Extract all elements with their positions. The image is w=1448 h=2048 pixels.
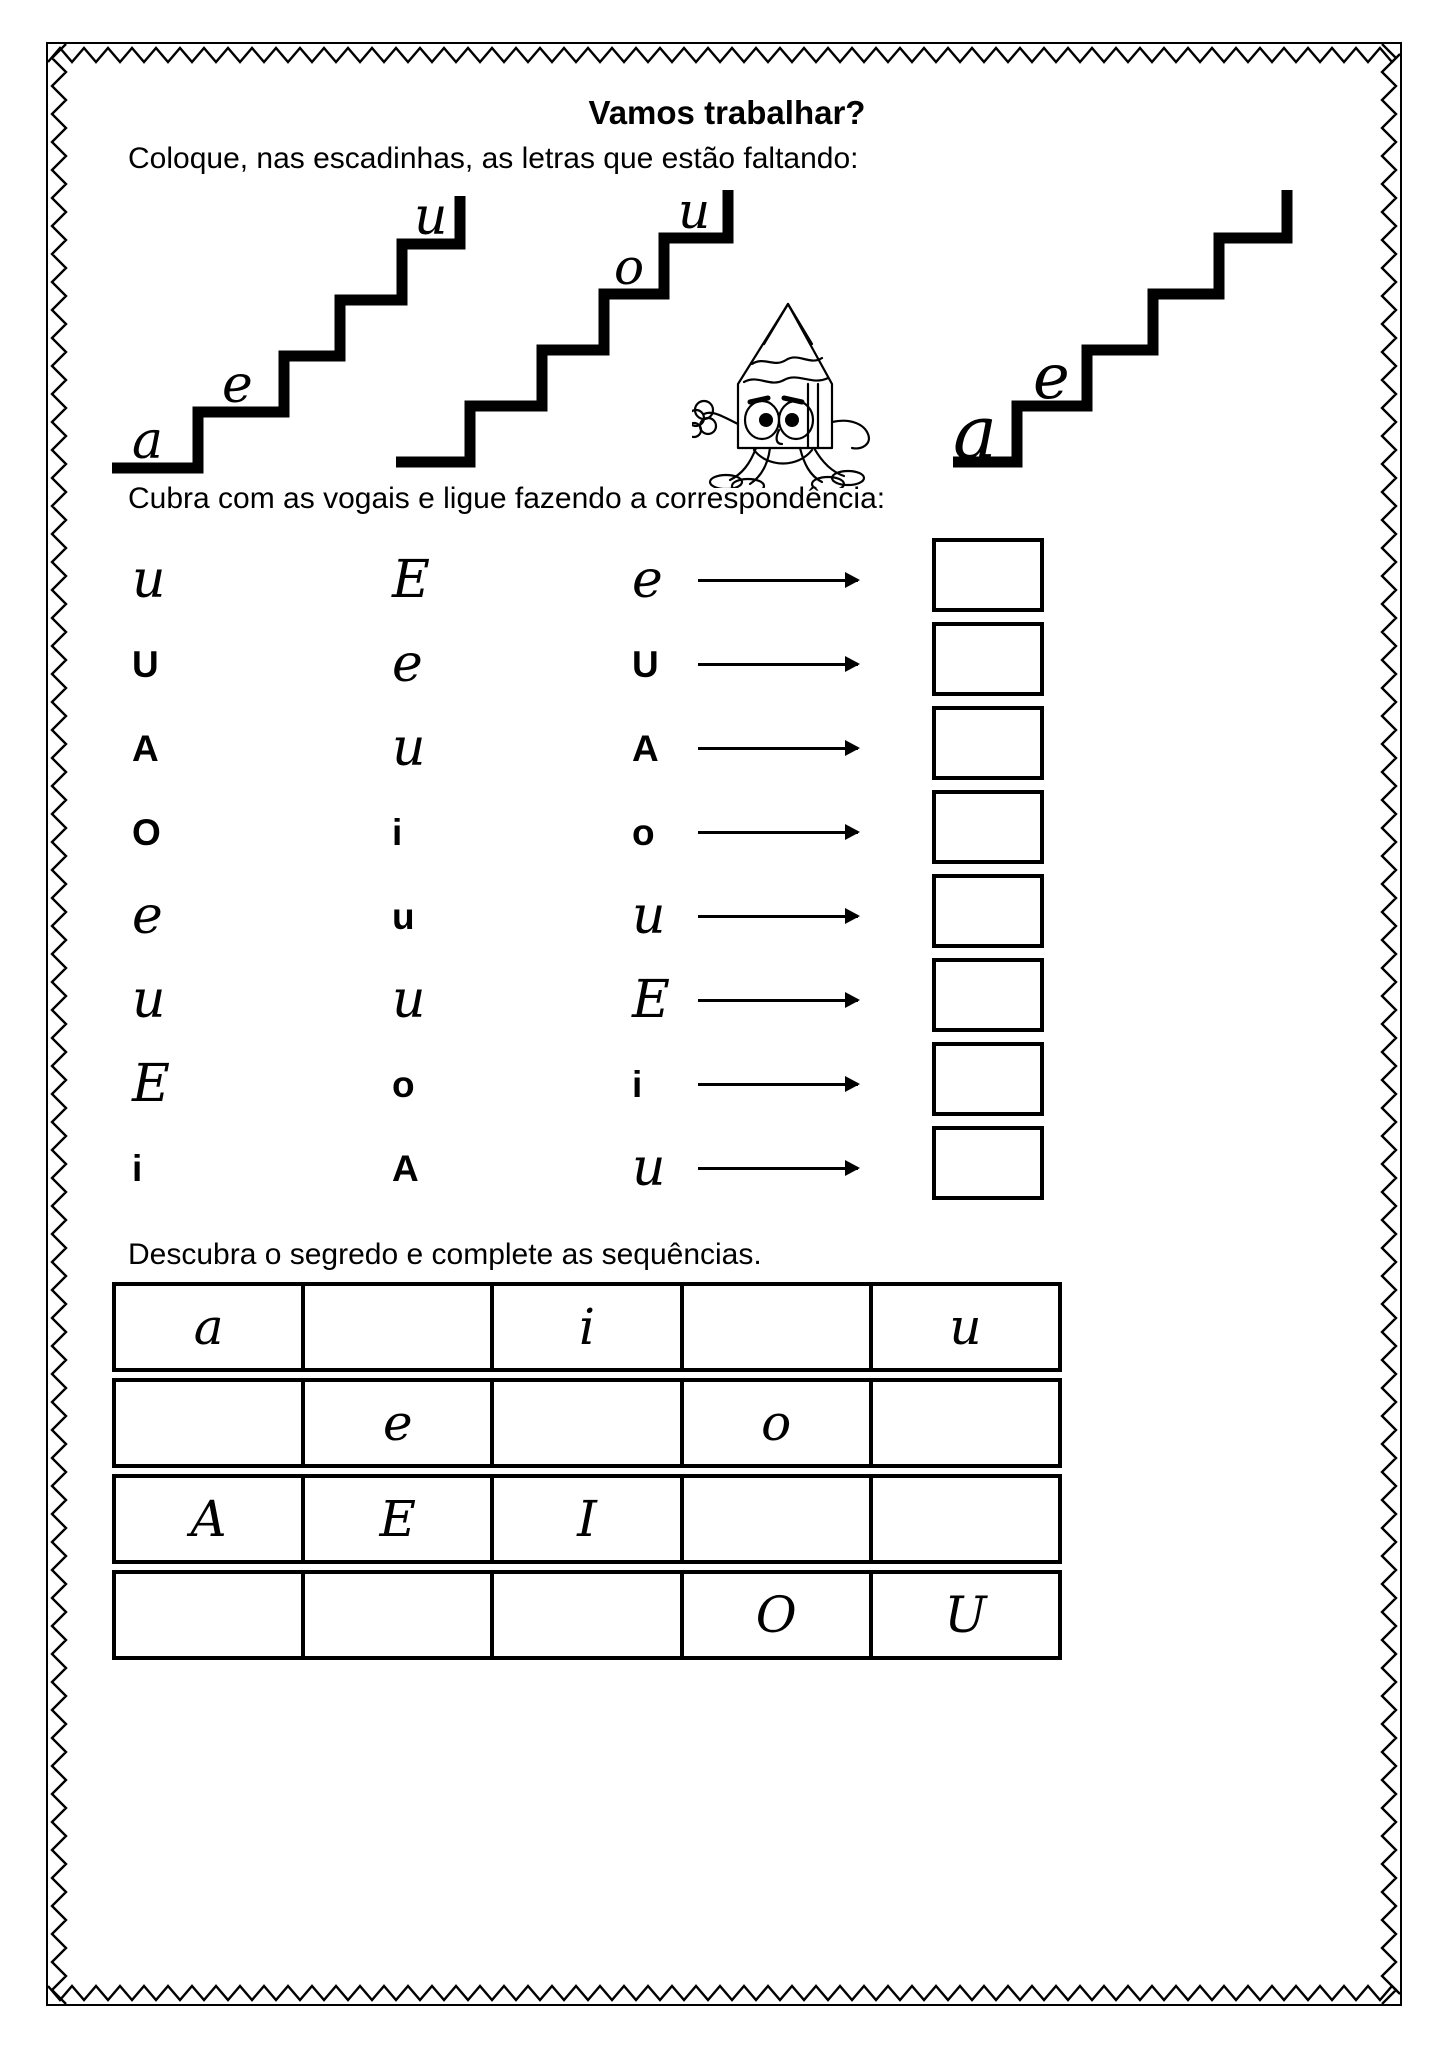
match-arrow-icon	[698, 1083, 858, 1086]
match-item	[392, 1126, 582, 1210]
match-arrow-icon	[698, 831, 858, 834]
sequence-row	[112, 1570, 1062, 1660]
answer-box[interactable]	[932, 1042, 1044, 1116]
sequence-row	[112, 1474, 1062, 1564]
sequence-cell[interactable]	[305, 1286, 494, 1368]
stair-middle-label-4: o	[614, 238, 645, 296]
letter-glyph: o	[632, 811, 655, 853]
letter-glyph: u	[632, 886, 666, 946]
staircase-right	[947, 190, 1347, 480]
answer-box[interactable]	[932, 958, 1044, 1032]
match-row	[632, 538, 932, 622]
match-item	[132, 1042, 322, 1126]
letter-glyph: o	[392, 1063, 415, 1105]
match-item	[132, 874, 322, 958]
match-arrow-icon	[698, 663, 858, 666]
sequence-cell[interactable]	[116, 1382, 305, 1464]
sequence-cell[interactable]: u	[949, 1298, 982, 1356]
match-row	[632, 622, 932, 706]
answer-box[interactable]	[932, 790, 1044, 864]
instruction-stairs: Coloque, nas escadinhas, as letras que estão faltando:	[128, 142, 859, 175]
worksheet-content	[92, 80, 1362, 1980]
stair-right-label-2: e	[1033, 340, 1070, 413]
sequence-cell[interactable]: U	[944, 1586, 987, 1644]
sequence-cell[interactable]: i	[494, 1286, 683, 1368]
letter-glyph: e	[392, 634, 423, 694]
match-column-two	[392, 538, 582, 1210]
answer-box[interactable]	[932, 706, 1044, 780]
instruction-sequences: Descubra o segredo e complete as sequências.	[128, 1238, 762, 1271]
page-title: Vamos trabalhar?	[588, 94, 866, 131]
sequence-cell[interactable]: a	[116, 1286, 305, 1368]
sequence-cell[interactable]: e	[305, 1382, 494, 1464]
stairs-section	[92, 190, 1362, 482]
match-arrow-icon	[698, 579, 858, 582]
sequence-cell[interactable]	[116, 1574, 305, 1656]
letter-glyph: u	[392, 718, 426, 778]
sequence-cell[interactable]	[305, 1574, 494, 1656]
match-item	[392, 622, 582, 706]
letter-glyph: u	[392, 895, 415, 937]
sequence-cell[interactable]: o	[684, 1382, 873, 1464]
letter-glyph: u	[132, 970, 166, 1030]
letter-glyph: E	[392, 550, 430, 610]
match-arrow-icon	[698, 915, 858, 918]
letter-glyph: e	[132, 886, 163, 946]
match-item	[132, 790, 322, 874]
letter-glyph: e	[632, 550, 663, 610]
letter-glyph: i	[632, 1063, 643, 1105]
sequence-cell[interactable]: O	[684, 1574, 873, 1656]
match-item	[132, 1126, 322, 1210]
letter-glyph: u	[132, 550, 166, 610]
match-arrow-icon	[698, 999, 858, 1002]
match-item	[392, 538, 582, 622]
answer-box[interactable]	[932, 622, 1044, 696]
sequence-cell[interactable]: I	[494, 1478, 683, 1560]
sequence-row	[112, 1282, 1062, 1372]
match-item	[392, 1042, 582, 1126]
answer-box[interactable]	[932, 1126, 1044, 1200]
sequence-cell[interactable]: E	[305, 1478, 494, 1560]
sequences-section	[92, 1282, 1362, 1660]
match-row	[632, 706, 932, 790]
answer-box-column	[932, 538, 1062, 1210]
letter-glyph: U	[632, 643, 659, 685]
sequence-cell[interactable]	[684, 1286, 873, 1368]
match-item	[132, 538, 322, 622]
answer-box[interactable]	[932, 538, 1044, 612]
match-item	[392, 958, 582, 1042]
match-row	[632, 1126, 932, 1210]
match-row	[632, 958, 932, 1042]
match-row	[632, 790, 932, 874]
match-item	[392, 706, 582, 790]
match-item	[132, 958, 322, 1042]
match-column-one	[132, 538, 322, 1210]
stair-left-label-2: e	[222, 355, 253, 415]
stair-left-label-1: a	[132, 411, 164, 471]
letter-glyph: u	[632, 1138, 666, 1198]
sequence-row	[112, 1378, 1062, 1468]
sequence-cell[interactable]: A	[116, 1478, 305, 1560]
letter-glyph: E	[132, 1054, 170, 1114]
stair-left-label-5: u	[414, 196, 448, 247]
stair-middle-label-5: u	[678, 190, 711, 240]
match-column-three	[632, 538, 932, 1210]
letter-glyph: i	[392, 811, 403, 853]
sequence-cell[interactable]	[494, 1574, 683, 1656]
match-arrow-icon	[698, 1167, 858, 1170]
match-row	[632, 874, 932, 958]
letter-glyph: E	[632, 970, 670, 1030]
letter-glyph: A	[132, 727, 159, 769]
matching-section	[92, 538, 1362, 1238]
sequence-cell[interactable]	[684, 1478, 873, 1560]
sequence-cell[interactable]	[494, 1382, 683, 1464]
pencil-character-icon	[692, 298, 892, 488]
stair-right-label-1: a	[953, 390, 998, 476]
letter-glyph: O	[132, 811, 161, 853]
letter-glyph: i	[132, 1147, 143, 1189]
match-row	[632, 1042, 932, 1126]
instruction-matching: Cubra com as vogais e ligue fazendo a correspondência:	[128, 482, 886, 515]
letter-glyph: A	[392, 1147, 419, 1189]
sequence-cell[interactable]	[873, 1478, 1058, 1560]
match-item	[392, 874, 582, 958]
sequence-cell[interactable]	[873, 1382, 1058, 1464]
match-item	[392, 790, 582, 874]
match-item	[132, 622, 322, 706]
answer-box[interactable]	[932, 874, 1044, 948]
letter-glyph: u	[392, 970, 426, 1030]
match-arrow-icon	[698, 747, 858, 750]
match-item	[132, 706, 322, 790]
letter-glyph: U	[132, 643, 159, 685]
letter-glyph: A	[632, 727, 659, 769]
